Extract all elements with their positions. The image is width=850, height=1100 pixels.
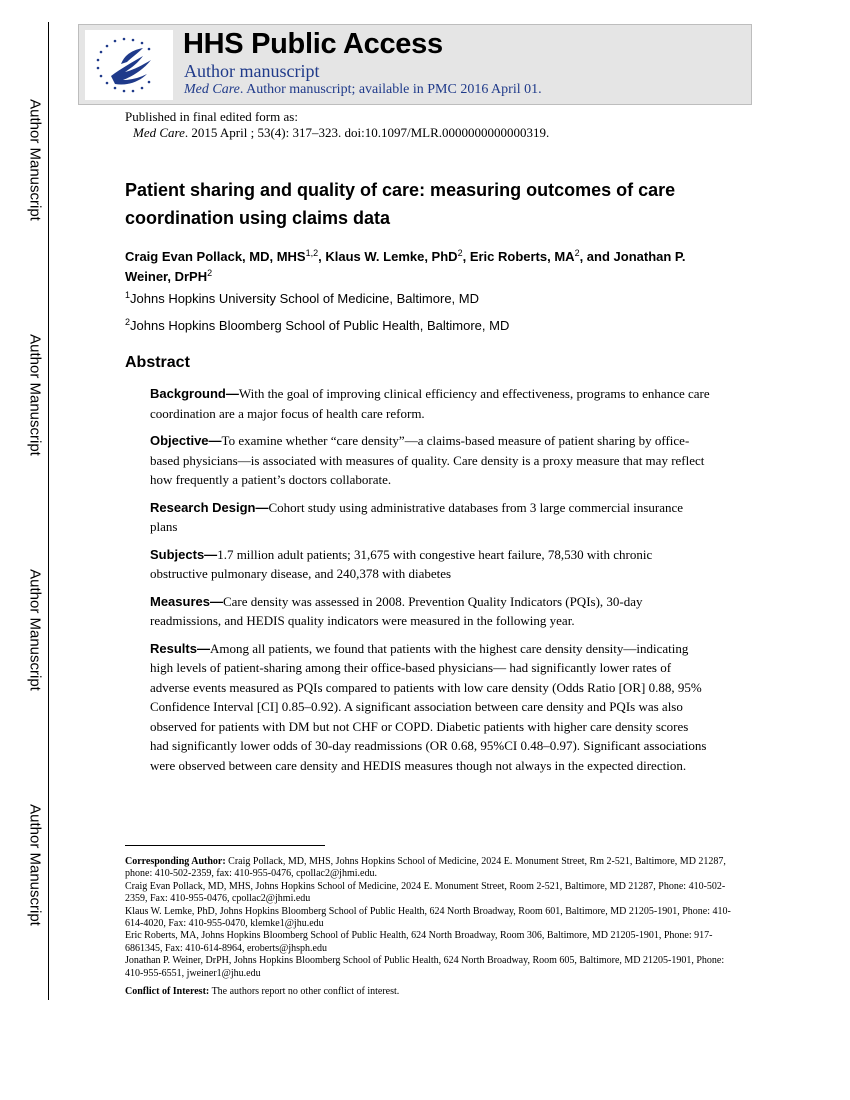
author-affiliation-marker: 2 [574,248,580,258]
section-label: Results— [150,640,210,656]
section-text: 1.7 million adult patients; 31,675 with congestive heart failure, 78,530 with chronic obstructive pulmonary disease, and 240,378 with diabetes [150,546,653,581]
footnote-divider [125,845,325,846]
citation-journal: Med Care [133,125,185,140]
corresponding-text: Craig Pollack, MD, MHS, Johns Hopkins School of Medicine, 2024 E. Monument Street, Rm 2-521, Baltimore, MD 21287, phone: 410-502-2359, fax: 410-955-0476, cpollac2@jhmi.edu. [125,856,726,880]
section-text: Among all patients, we found that patients with the highest care density density—indicating high levels of patient-sharing among their office-based physicians— had significantly lower rates of adverse events measured as PQIs compared to patients with low care density (Odds Ratio [OR] 0.88, 95% Confidence Interval [CI] 0.85–0.92). A significant association between care density and PQIs was also observed for patients with DM but not CHF or COPD. Diabetic patients with higher care density scores had significantly lower odds of 30-day readmissions (OR 0.68, 95%CI 0.48–0.97). Significant associations were observed between care density and HEDIS measures though not always in the expected direction. [150,640,707,773]
author-contact: Craig Evan Pollack, MD, MHS, Johns Hopkins School of Medicine, 2024 E. Monument Street, Room 2-521, Baltimore, MD 21287, Phone: 410-502-2359, Fax: 410-955-0476, cpollac2@jhmi.edu [125,880,726,905]
affiliation [125,318,509,333]
hhs-eagle-icon [85,30,173,100]
section-label: Background— [150,386,239,401]
conflict-text: The authors report no other conflict of interest. [209,986,400,998]
author-name: Jonathan P. Weiner, DrPH [125,249,686,284]
section-label: Objective— [150,433,222,448]
section-text: Care density was assessed in 2008. Prevention Quality Indicators (PQIs), 30-day readmissions, and HEDIS quality indicators were measured in the following year. [150,593,643,628]
abstract-heading: Abstract [125,354,190,371]
corresponding-label: Corresponding Author: [125,856,226,867]
affiliation-text: Johns Hopkins University School of Medicine, Baltimore, MD [130,291,479,306]
footnotes [125,856,735,998]
author-affiliation-marker: 2 [457,248,463,258]
conflict-of-interest [125,986,735,998]
abstract-background [150,384,710,423]
author-name: Eric Roberts, MA [469,249,575,264]
banner-availability [184,82,542,98]
affiliation-number: 1 [125,290,131,300]
banner-availability-text: . Author manuscript; available in PMC 2016 April 01. [239,82,542,97]
abstract-measures [150,592,710,631]
citation [133,125,549,141]
banner-subtitle: Author manuscript [184,61,320,81]
abstract-results [150,639,710,776]
abstract-objective [150,431,710,490]
abstract-research-design [150,498,710,537]
corresponding-author [125,856,735,881]
section-label: Measures— [150,593,223,609]
author-name: Klaus W. Lemke, PhD [325,249,458,264]
abstract-body [150,384,710,783]
abstract-subjects [150,545,710,584]
citation-text: . 2015 April ; 53(4): 317–323. doi:10.1097/MLR.0000000000000319. [184,125,550,140]
affiliation [125,291,479,306]
section-text: To examine whether “care density”—a claims-based measure of patient sharing by office-based physicians—is associated with measures of quality. Care density is a proxy measure that may reflect how frequently a patient’s doctors collaborate. [150,433,705,487]
author-contact: Klaus W. Lemke, PhD, Johns Hopkins Bloomberg School of Public Health, 624 North Broadway, Room 601, Baltimore, MD 21205-1901, Phone: 410-614-4020, Fax: 410-955-0470, klemke1@jhu.edu [125,905,731,930]
hhs-banner [78,24,752,105]
side-divider [48,22,49,1000]
author-separator: , [462,249,470,264]
author-affiliation-marker: 1,2 [305,248,319,258]
author-separator: , and [579,249,614,264]
article-title: Patient sharing and quality of care: measuring outcomes of care coordination using claims data [125,180,676,228]
section-label: Research Design— [150,499,269,515]
hhs-logo [85,30,173,100]
affiliation-text: Johns Hopkins Bloomberg School of Public Health, Baltimore, MD [130,318,510,333]
affiliation-number: 2 [125,317,131,327]
author-contact: Eric Roberts, MA, Johns Hopkins Bloomberg School of Public Health, 624 North Broadway, Room 306, Baltimore, MD 21205-1901, Phone: 917-6861345, Fax: 410-614-8964, eroberts@jhsph.edu [125,930,713,954]
banner-title: HHS Public Access [183,28,443,60]
author-separator: , [318,249,326,264]
author-affiliation-marker: 2 [207,268,213,278]
published-label: Published in final edited form as: [125,109,298,124]
section-text: With the goal of improving clinical efficiency and effectiveness, programs to enhance care coordination are a major focus of health care reform. [150,386,710,421]
author-contact: Jonathan P. Weiner, DrPH, Johns Hopkins Bloomberg School of Public Health, 624 North Broadway, Room 605, Baltimore, MD 21205-1901, Phone: 410-955-6551, jweiner1@jhu.edu [125,955,725,979]
conflict-label: Conflict of Interest: [125,986,210,998]
section-label: Subjects— [150,546,218,562]
author-name: Craig Evan Pollack, MD, MHS [125,249,306,264]
author-list [125,247,735,287]
banner-journal: Med Care [184,82,240,97]
section-text: Cohort study using administrative databases from 3 large commercial insurance plans [150,499,684,534]
